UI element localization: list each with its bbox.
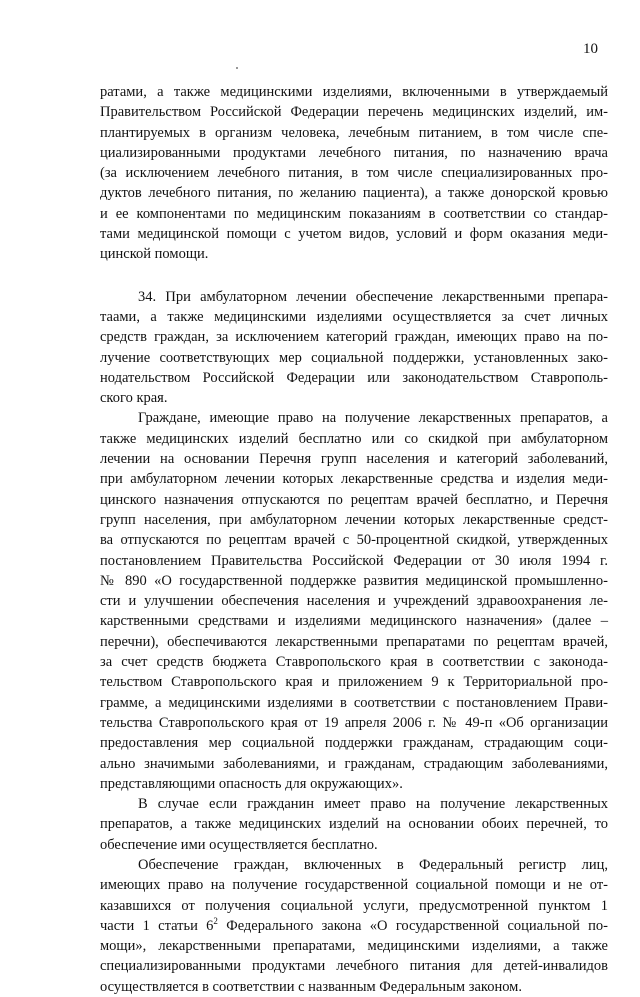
text-line: мощи», лекарственными препаратами, медицинскими изделиями, а также xyxy=(100,938,608,955)
paragraph-3 xyxy=(100,408,608,794)
text-line: препаратов, а также медицинских изделий на основании обоих перечней, то xyxy=(100,816,608,833)
text-line: ально значимыми заболеваниями, и гражданам, страдающим заболеваниями, xyxy=(100,755,608,772)
text-line: групп населения, при амбулаторном лечении которых лекарственные средст- xyxy=(100,511,608,528)
text-line: лечении на основании Перечня групп населения и категорий заболеваний, xyxy=(100,451,608,468)
text-fragment: Федерального закона «О государственной социальной по- xyxy=(226,917,609,934)
text-line: тельства Ставропольского края от 19 апреля 2006 г. № 49-п «Об организации xyxy=(100,714,608,731)
text-line: средств граждан, за исключением категорий граждан, имеющих право на по- xyxy=(100,329,608,346)
text-line: осуществляется в соответствии с названным Федеральным законом. xyxy=(100,978,522,995)
text-line: перечни), обеспечиваются лекарственными препаратами по рецептам врачей, xyxy=(100,633,608,650)
text-line: (за исключением лечебного питания, в том числе специализированных про- xyxy=(100,165,608,182)
text-line: лучение соответствующих мер социальной поддержки, установленных зако- xyxy=(100,349,608,366)
text-line: ва отпускаются по рецептам врачей с 50-процентной скидкой, утвержденных xyxy=(100,532,608,549)
scan-speck xyxy=(236,67,238,69)
paragraph-gap xyxy=(100,265,608,287)
text-line: ского края. xyxy=(100,390,168,407)
text-line: тельством Ставропольского края и приложением 9 к Территориальной про- xyxy=(100,674,608,691)
text-line: при амбулаторном лечении которых лекарственные средства и изделия меди- xyxy=(100,471,608,488)
text-line: циализированными продуктами лечебного питания, по назначению врача xyxy=(100,144,608,161)
text-line: Граждане, имеющие право на получение лекарственных препаратов, а xyxy=(138,410,608,427)
document-body xyxy=(100,82,608,997)
text-line: 34. При амбулаторном лечении обеспечение лекарственными препара- xyxy=(138,288,608,305)
text-line: цинского назначения отпускаются по рецептам врачей бесплатно, и Перечня xyxy=(100,491,608,508)
text-line: Правительством Российской Федерации перечень медицинских изделий, им- xyxy=(100,104,608,121)
text-line: таами, а также медицинскими изделиями осуществляется за счет личных xyxy=(100,308,608,325)
paragraph-5 xyxy=(100,855,608,997)
text-fragment: части 1 статьи 6 xyxy=(100,917,214,934)
paragraph-1 xyxy=(100,82,608,265)
text-line: постановлением Правительства Российской Федерации от 30 июля 1994 г. xyxy=(100,552,608,569)
text-line: нодательством Российской Федерации или законодательством Ставрополь- xyxy=(100,369,608,386)
text-line: плантируемых в организм человека, лечебным питанием, в том числе спе- xyxy=(100,124,608,141)
text-line: сти и улучшении обеспечения населения и учреждений здравоохранения ле- xyxy=(100,593,608,610)
page-number: 10 xyxy=(583,41,598,57)
text-line: В случае если гражданин имеет право на получение лекарственных xyxy=(138,796,608,813)
text-line: и ее компонентами по медицинским показаниям в соответствии со стандар- xyxy=(100,205,608,222)
text-line: карственными средствами и изделиями медицинского назначения» (далее – xyxy=(100,613,608,630)
text-line: ратами, а также медицинскими изделиями, включенными в утверждаемый xyxy=(100,84,608,100)
text-line: специализированными продуктами лечебного питания для детей-инвалидов xyxy=(100,958,608,975)
paragraph-item-34 xyxy=(100,287,608,409)
text-line: предоставления мер социальной поддержки гражданам, страдающим соци- xyxy=(100,735,608,752)
text-line: Обеспечение граждан, включенных в Федеральный регистр лиц, xyxy=(138,856,608,873)
text-line: казавшихся от получения социальной услуги, предусмотренной пунктом 1 xyxy=(100,897,608,914)
superscript: 2 xyxy=(213,916,218,927)
text-line: № 890 «О государственной поддержке развития медицинской промышленно- xyxy=(100,572,608,589)
text-line: представляющими опасность для окружающих». xyxy=(100,775,403,792)
text-line: также медицинских изделий бесплатно или со скидкой при амбулаторном xyxy=(100,430,608,447)
text-line: цинской помощи. xyxy=(100,246,209,263)
text-line: обеспечение ими осуществляется бесплатно. xyxy=(100,836,378,853)
text-line: тами медицинской помощи с учетом видов, условий и форм оказания меди- xyxy=(100,226,608,243)
text-line: дуктов лечебного питания, по желанию пациента), а также донорской кровью xyxy=(100,185,608,202)
paragraph-4 xyxy=(100,794,608,855)
text-line: за счет средств бюджета Ставропольского края в соответствии с законода- xyxy=(100,654,608,671)
text-line-with-superscript xyxy=(100,916,608,936)
text-line: имеющих право на получение государственной социальной помощи и не от- xyxy=(100,877,608,894)
text-line: грамме, а медицинскими изделиями в соответствии с постановлением Прави- xyxy=(100,694,608,711)
